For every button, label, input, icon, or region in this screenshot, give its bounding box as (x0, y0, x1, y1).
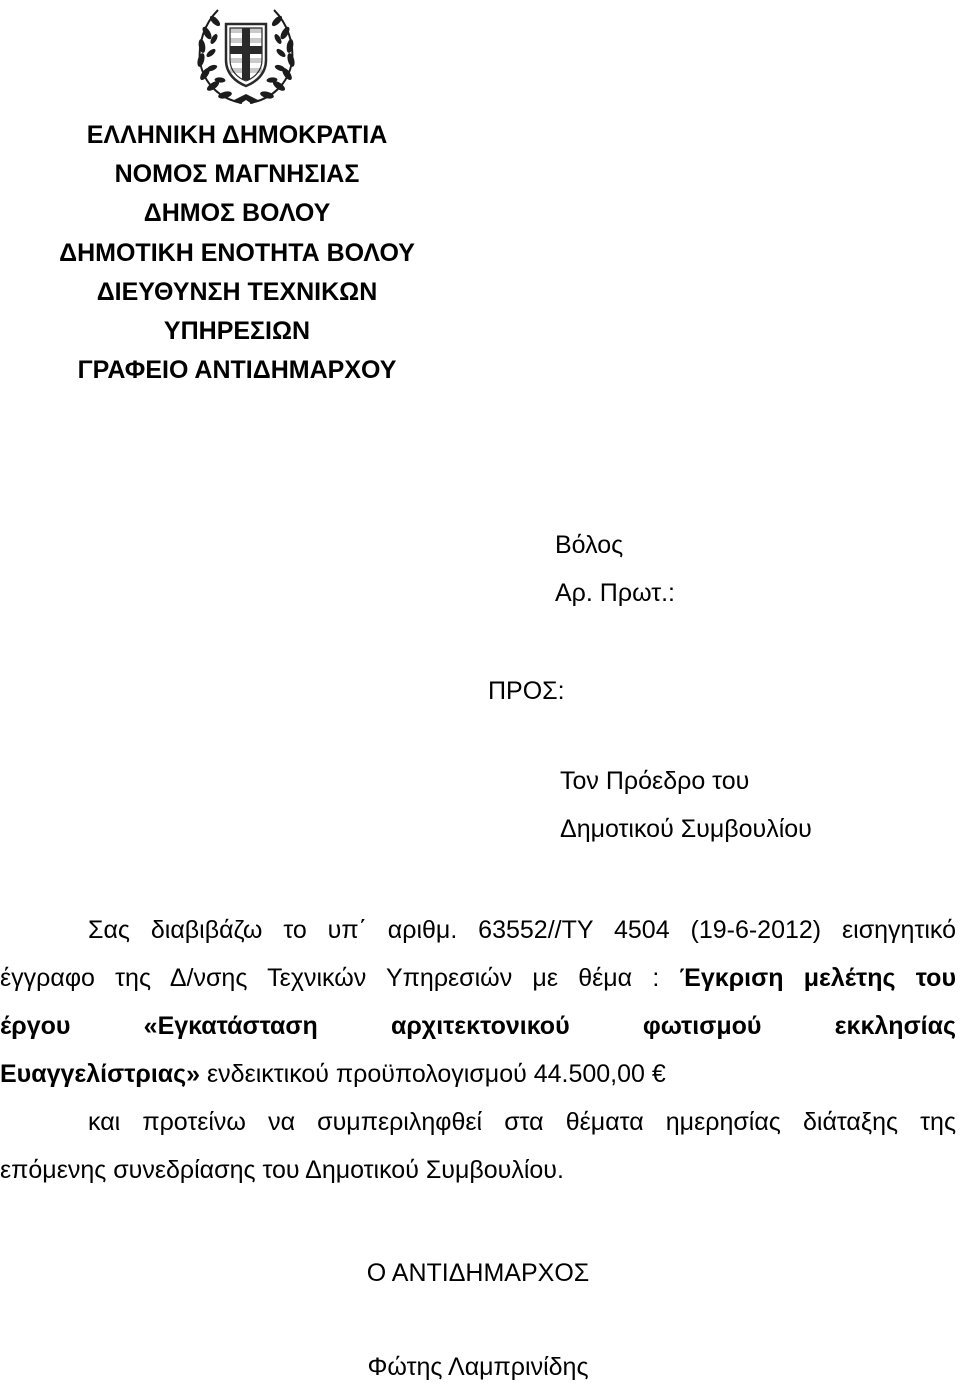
recipient-line-2: Δημοτικού Συμβουλίου (560, 815, 812, 843)
body-line-3: έργου «Εγκατάσταση αρχιτεκτονικού φωτισμού εκκλησίας (0, 1012, 956, 1040)
place-label: Βόλος (555, 531, 624, 559)
greek-state-emblem-icon (190, 2, 302, 106)
header-line: ΔΙΕΥΘΥΝΣΗ ΤΕΧΝΙΚΩΝ (96, 277, 378, 306)
body-line-1: Σας διαβιβάζω το υπ΄ αριθμ. 63552//ΤΥ 4504 (19-6-2012) εισηγητικό (88, 916, 956, 944)
body-line-4: Ευαγγελίστριας» ενδεικτικού προϋπολογισμού 44.500,00 € (0, 1060, 666, 1088)
body-line-5: και προτείνω να συμπεριληφθεί στα θέματα ημερησίας διάταξης της (88, 1108, 956, 1136)
header-line: ΓΡΑΦΕΙΟ ΑΝΤΙΔΗΜΑΡΧΟΥ (77, 356, 397, 385)
header-line: ΔΗΜΟΤΙΚΗ ΕΝΟΤΗΤΑ ΒΟΛΟΥ (59, 238, 415, 267)
body-line-2: έγγραφο της Δ/νσης Τεχνικών Υπηρεσιών με θέμα : Έγκριση μελέτης του (0, 964, 957, 992)
letter-body (0, 906, 956, 1194)
protocol-number-label: Αρ. Πρωτ.: (555, 579, 675, 607)
header-line: ΕΛΛΗΝΙΚΗ ΔΗΜΟΚΡΑΤΙΑ (86, 121, 388, 149)
header-line: ΔΗΜΟΣ ΒΟΛΟΥ (143, 199, 331, 228)
header-line: ΝΟΜΟΣ ΜΑΓΝΗΣΙΑΣ (114, 160, 360, 189)
recipient-to-label: ΠΡΟΣ: (488, 677, 565, 705)
body-line-6: επόμενης συνεδρίασης του Δημοτικού Συμβουλίου. (0, 1156, 564, 1184)
budget-text: ενδεικτικού προϋπολογισμού 44.500,00 € (200, 1060, 666, 1088)
issuer-header (0, 116, 474, 390)
subject-title: Έγκριση μελέτης του (679, 964, 957, 992)
header-line: ΥΠΗΡΕΣΙΩΝ (163, 317, 311, 346)
recipient-line-1: Τον Πρόεδρο του (560, 767, 750, 795)
signatory-name: Φώτης Λαμπρινίδης (367, 1353, 589, 1381)
signatory-title: Ο ΑΝΤΙΔΗΜΑΡΧΟΣ (366, 1259, 590, 1287)
